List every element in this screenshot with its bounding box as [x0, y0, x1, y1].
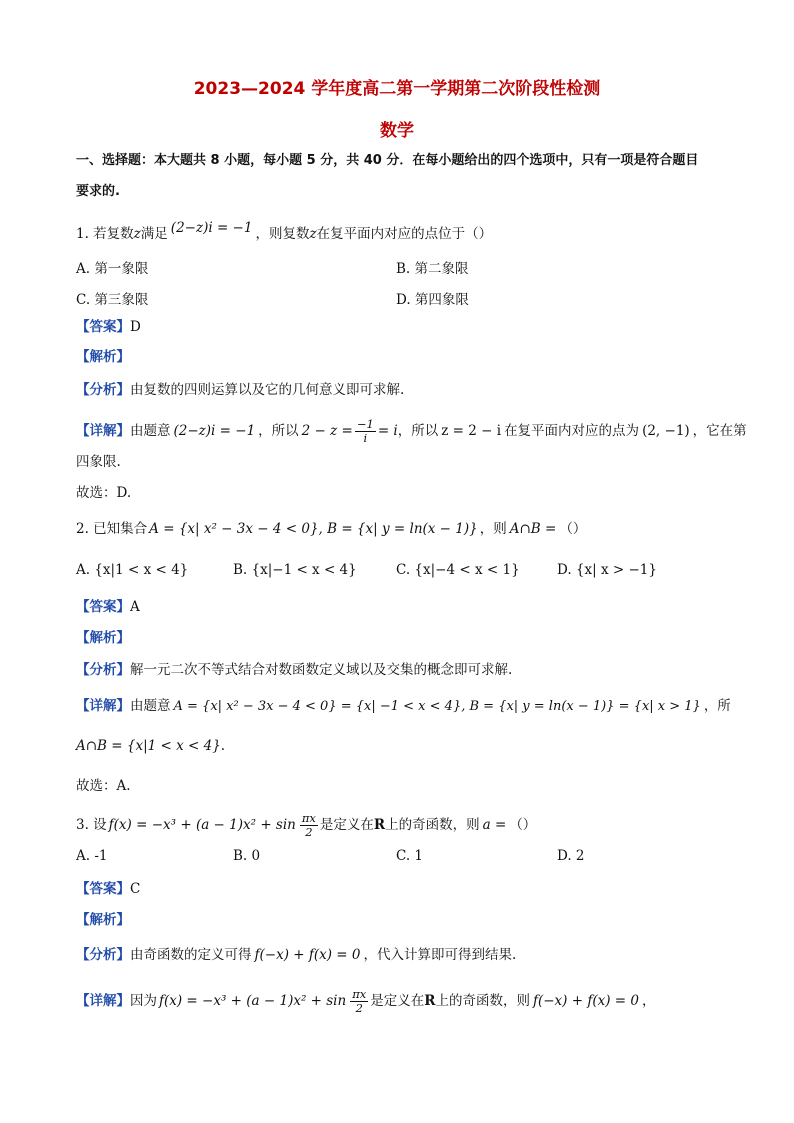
- q1-option-b: B. 第二象限: [396, 261, 469, 277]
- q2-answer: 【答案】A: [76, 599, 140, 615]
- q1-fenxi: 【分析】由复数的四则运算以及它的几何意义即可求解.: [76, 382, 405, 398]
- q2-xiangjie-line2: A∩B = {x|1 < x < 4}.: [76, 738, 226, 754]
- section-instructions-line2: 要求的.: [76, 184, 120, 199]
- section-instructions-line1: 一、选择题：本大题共 8 小题，每小题 5 分，共 40 分．在每小题给出的四个选项中，只有一项是符合题目: [76, 153, 699, 168]
- q2-xiangjie: 【详解】由题意 A = {x| x² − 3x − 4 < 0} = {x| −1 < x < 4}, B = {x| y = ln(x − 1)} = {x| x > 1} ，所: [76, 698, 731, 714]
- q3-xiangjie: 【详解】因为 f(x) = −x³ + (a − 1)x² + sin $\frac{\pi x}{2}$ 是定义在R上的奇函数，则 f(−x) + f(x) = 0 ，: [76, 987, 656, 1015]
- q1-conclusion: 故选：D.: [76, 485, 132, 501]
- q2-fenxi: 【分析】解一元二次不等式结合对数函数定义域以及交集的概念即可求解.: [76, 662, 513, 678]
- q2-option-c: C. {x|−4 < x < 1}: [396, 562, 520, 578]
- q2-conclusion: 故选：A.: [76, 778, 131, 794]
- q2-option-b: B. {x|−1 < x < 4}: [233, 562, 357, 578]
- q1-fraction: $\frac{-1}{i}$: [356, 417, 374, 445]
- q1-xiangjie-line2: 四象限.: [76, 454, 121, 470]
- q3-option-d: D. 2: [557, 848, 585, 864]
- q1-option-c: C. 第三象限: [76, 292, 149, 308]
- q3-jiexi: 【解析】: [76, 912, 130, 928]
- q3-option-b: B. 0: [233, 848, 261, 864]
- q2-jiexi: 【解析】: [76, 630, 130, 646]
- page-title: 2023—2024 学年度高二第一学期第二次阶段性检测: [193, 79, 601, 99]
- q2-option-a: A. {x|1 < x < 4}: [76, 562, 189, 578]
- q3-fenxi: 【分析】由奇函数的定义可得 f(−x) + f(x) = 0 ，代入计算即可得到结果.: [76, 947, 517, 963]
- q3-fraction: $\frac{\pi x}{2}$: [301, 811, 316, 839]
- q1-answer: 【答案】D: [76, 319, 141, 335]
- q2-option-d: D. {x| x > −1}: [557, 562, 657, 578]
- q3-option-c: C. 1: [396, 848, 424, 864]
- q1-option-a: A. 第一象限: [76, 261, 149, 277]
- q2-stem: 2. 已知集合 A = {x| x² − 3x − 4 < 0}, B = {x| y = ln(x − 1)} ，则 A∩B = （）: [76, 521, 587, 537]
- q1-option-d: D. 第四象限: [396, 292, 469, 308]
- q3-answer: 【答案】C: [76, 881, 141, 897]
- q1-xiangjie: 【详解】由题意 (2−z)i = −1 ，所以 2 − z = $\frac{-1}{i}$ = i，所以 z = 2 − i 在复平面内对应的点为 (2, −1) ，它在第: [76, 417, 747, 445]
- q1-jiexi: 【解析】: [76, 349, 130, 365]
- q3-option-a: A. -1: [76, 848, 108, 864]
- q3-stem: 3. 设 f(x) = −x³ + (a − 1)x² + sin $\frac{\pi x}{2}$ 是定义在R上的奇函数，则 a = （）: [76, 811, 537, 839]
- subject-title: 数学: [380, 121, 414, 141]
- q1-stem: 1. 若复数z满足 (2−z)i = −1 ，则复数z在复平面内对应的点位于（）: [76, 220, 493, 242]
- q3-xiangjie-fraction: $\frac{\pi x}{2}$: [352, 987, 367, 1015]
